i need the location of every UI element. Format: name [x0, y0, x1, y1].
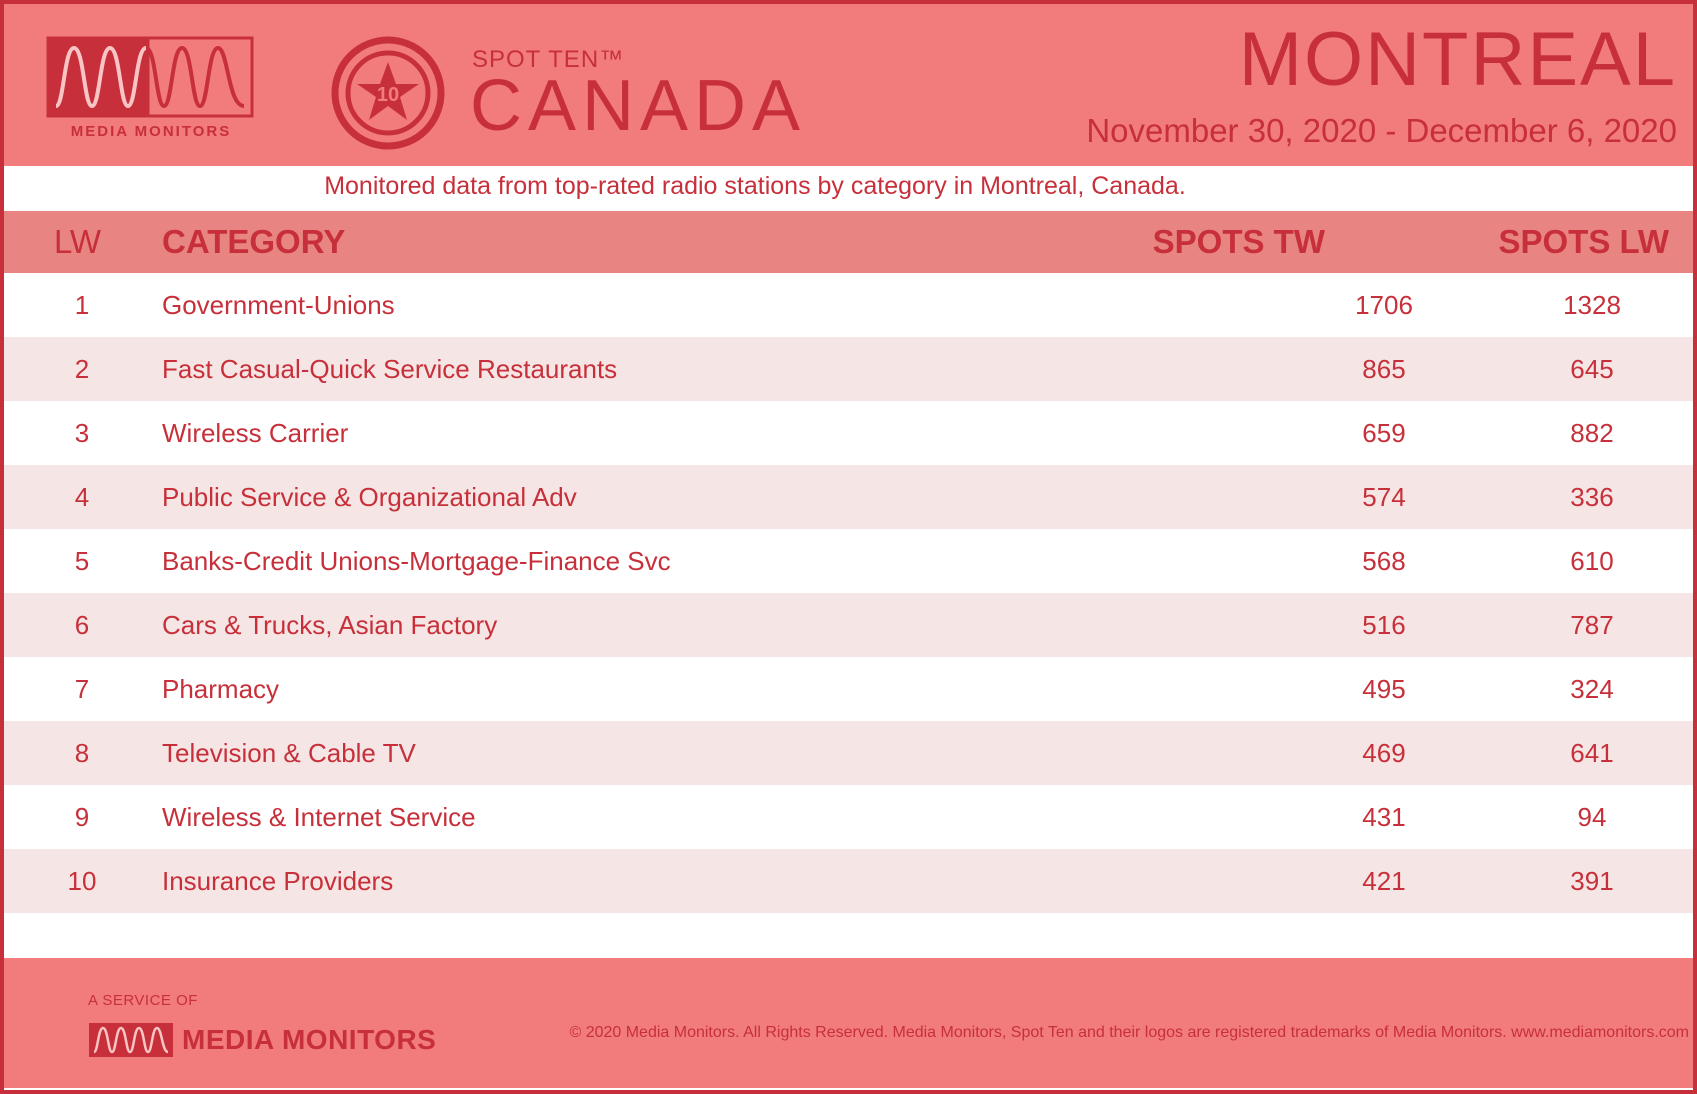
row-spots-lw: 787	[1570, 610, 1614, 640]
row-category: Wireless & Internet Service	[162, 802, 476, 832]
header-spots-tw: SPOTS TW	[1152, 223, 1325, 260]
table-header	[4, 211, 1693, 273]
row-category: Government-Unions	[162, 290, 395, 320]
footer-logo[interactable]	[88, 1022, 436, 1058]
row-spots-lw: 1328	[1563, 290, 1621, 320]
row-spots-lw: 391	[1570, 866, 1614, 896]
table-row	[4, 337, 1693, 401]
row-spots-lw: 641	[1570, 738, 1614, 768]
table-row	[4, 849, 1693, 913]
row-spots-tw: 865	[1362, 354, 1406, 384]
footer-logo-text: MEDIA MONITORS	[182, 1024, 437, 1055]
row-rank: 3	[74, 418, 90, 448]
header-lw: LW	[54, 223, 102, 260]
row-category: Cars & Trucks, Asian Factory	[162, 610, 498, 640]
row-rank: 4	[74, 482, 90, 512]
row-rank: 1	[74, 290, 90, 320]
country-title: CANADA	[470, 66, 807, 146]
row-category: Insurance Providers	[162, 866, 394, 896]
row-category: Fast Casual-Quick Service Restaurants	[162, 354, 618, 384]
table-body	[4, 273, 1693, 913]
row-spots-tw: 431	[1362, 802, 1406, 832]
row-category: Television & Cable TV	[162, 738, 416, 768]
row-rank: 10	[67, 866, 97, 896]
row-rank: 9	[74, 802, 90, 832]
table-row	[4, 657, 1693, 721]
row-spots-tw: 421	[1362, 866, 1406, 896]
row-category: Banks-Credit Unions-Mortgage-Finance Svc	[162, 546, 671, 576]
row-category: Public Service & Organizational Adv	[162, 482, 577, 512]
row-spots-tw: 516	[1362, 610, 1406, 640]
header-logo-text: MEDIA MONITORS	[70, 123, 232, 140]
row-rank: 2	[74, 354, 90, 384]
footer	[4, 958, 1693, 1088]
row-spots-lw: 882	[1570, 418, 1614, 448]
city-title: MONTREAL	[1238, 17, 1677, 102]
subtitle: Monitored data from top-rated radio stations by category in Montreal, Canada.	[324, 172, 1186, 200]
row-rank: 8	[74, 738, 90, 768]
row-category: Pharmacy	[162, 674, 280, 704]
row-spots-lw: 336	[1570, 482, 1614, 512]
row-spots-lw: 610	[1570, 546, 1614, 576]
row-rank: 5	[74, 546, 90, 576]
header-category: CATEGORY	[162, 223, 346, 260]
table-row	[4, 529, 1693, 593]
header-spots-lw: SPOTS LW	[1498, 223, 1669, 260]
table-row	[4, 721, 1693, 785]
spot-badge-number: 10	[376, 84, 400, 106]
table-row	[4, 593, 1693, 657]
row-spots-lw: 645	[1570, 354, 1614, 384]
media-monitors-logo-icon	[46, 36, 256, 148]
row-spots-tw: 568	[1362, 546, 1406, 576]
table-row	[4, 401, 1693, 465]
table-row	[4, 785, 1693, 849]
row-spots-tw: 469	[1362, 738, 1406, 768]
row-rank: 7	[74, 674, 90, 704]
table-row	[4, 465, 1693, 529]
row-category: Wireless Carrier	[162, 418, 349, 448]
row-spots-tw: 659	[1362, 418, 1406, 448]
row-spots-tw: 1706	[1355, 290, 1413, 320]
service-of-label: A SERVICE OF	[88, 992, 198, 1009]
row-spots-tw: 495	[1362, 674, 1406, 704]
header	[4, 4, 1693, 166]
copyright-text: © 2020 Media Monitors. All Rights Reserved. Media Monitors, Spot Ten and their logos are registered trademarks of Media Monitors. www.mediamonitors.com	[569, 1024, 1689, 1041]
spot-ten-label: SPOT TEN™	[472, 46, 625, 73]
row-spots-lw: 324	[1570, 674, 1614, 704]
date-range: November 30, 2020 - December 6, 2020	[1086, 112, 1677, 149]
row-spots-tw: 574	[1362, 482, 1406, 512]
media-monitors-logo-icon	[88, 1022, 174, 1058]
spot-ten-star-icon	[329, 34, 447, 152]
row-spots-lw: 94	[1577, 802, 1607, 832]
table-row	[4, 273, 1693, 337]
row-rank: 6	[74, 610, 90, 640]
